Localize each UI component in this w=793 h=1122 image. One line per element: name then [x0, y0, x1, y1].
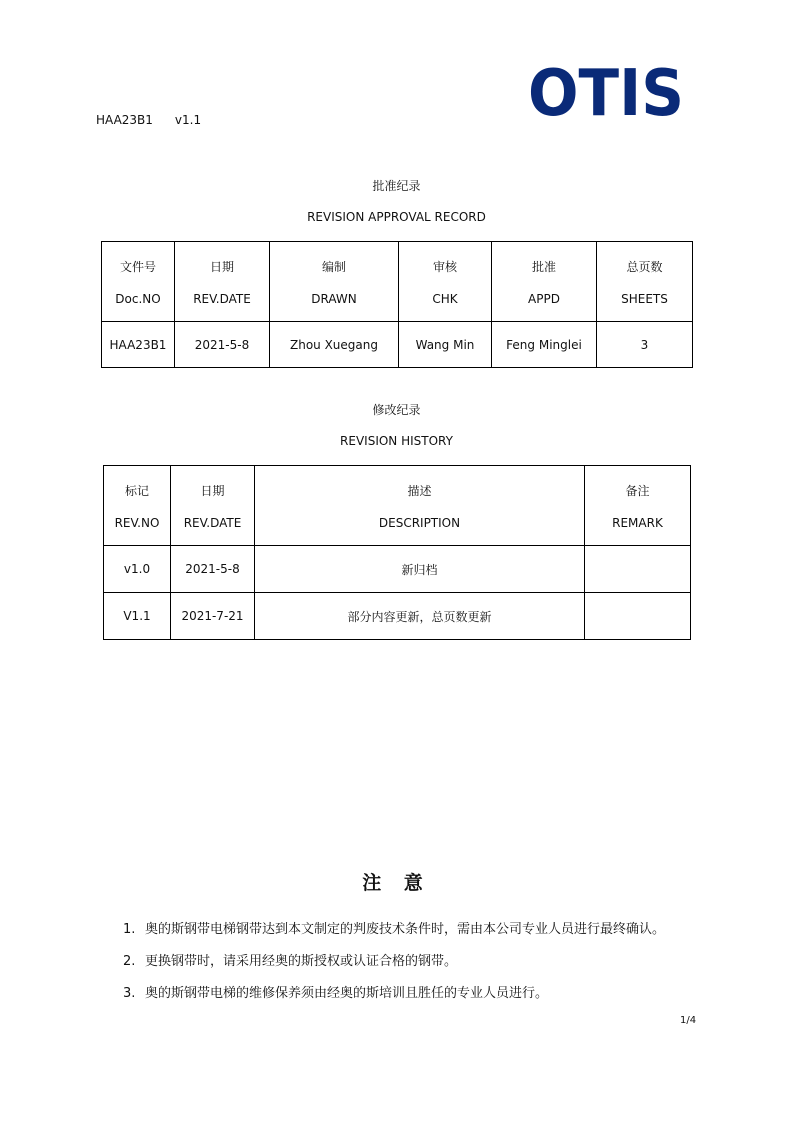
cell-description: 新归档	[255, 546, 585, 593]
cell-remark	[585, 546, 691, 593]
list-item: 1. 奥的斯钢带电梯钢带达到本文制定的判废技术条件时，需由本公司专业人员进行最终确认。	[123, 922, 666, 937]
history-title-cn: 修改纪录	[372, 403, 421, 417]
cell-history-date: 2021-7-21	[171, 593, 255, 640]
history-header-row	[104, 466, 691, 546]
cell-drawn: Zhou Xuegang	[270, 322, 399, 368]
approval-data-row	[102, 322, 693, 368]
table-row	[104, 593, 691, 640]
notice-title: 注 意	[362, 872, 431, 894]
header-doc-no: 文件号 Doc.NO	[102, 242, 175, 322]
approval-record-table	[101, 241, 693, 368]
document-code	[96, 113, 201, 127]
list-item: 3. 奥的斯钢带电梯的维修保养须由经奥的斯培训且胜任的专业人员进行。	[123, 986, 549, 1001]
header-sheets: 总页数 SHEETS	[597, 242, 693, 322]
cell-remark	[585, 593, 691, 640]
approval-title-cn: 批准纪录	[372, 179, 421, 193]
header-rev-date: 日期 REV.DATE	[175, 242, 270, 322]
table-row	[104, 546, 691, 593]
cell-description: 部分内容更新，总页数更新	[255, 593, 585, 640]
header-remark: 备注 REMARK	[585, 466, 691, 546]
header-rev-no: 标记 REV.NO	[104, 466, 171, 546]
approval-title-en: REVISION APPROVAL RECORD	[307, 210, 486, 224]
header-appd: 批准 APPD	[492, 242, 597, 322]
cell-history-date: 2021-5-8	[171, 546, 255, 593]
revision-history-table	[103, 465, 691, 640]
approval-header-row	[102, 242, 693, 322]
doc-version-text: v1.1	[174, 113, 202, 127]
header-chk: 审核 CHK	[399, 242, 492, 322]
header-drawn: 编制 DRAWN	[270, 242, 399, 322]
cell-chk: Wang Min	[399, 322, 492, 368]
header-description: 描述 DESCRIPTION	[255, 466, 585, 546]
header-history-date: 日期 REV.DATE	[171, 466, 255, 546]
doc-code-text: HAA23B1	[96, 113, 153, 127]
cell-sheets: 3	[597, 322, 693, 368]
cell-rev-no: V1.1	[104, 593, 171, 640]
page-number: 1/4	[680, 1015, 697, 1026]
list-item: 2. 更换钢带时，请采用经奥的斯授权或认证合格的钢带。	[123, 954, 458, 969]
cell-rev-date: 2021-5-8	[175, 322, 270, 368]
cell-appd: Feng Minglei	[492, 322, 597, 368]
cell-doc-no: HAA23B1	[102, 322, 175, 368]
otis-logo	[526, 60, 686, 122]
history-title-en: REVISION HISTORY	[340, 434, 453, 448]
cell-rev-no: v1.0	[104, 546, 171, 593]
logo-text: OTIS	[528, 60, 684, 122]
